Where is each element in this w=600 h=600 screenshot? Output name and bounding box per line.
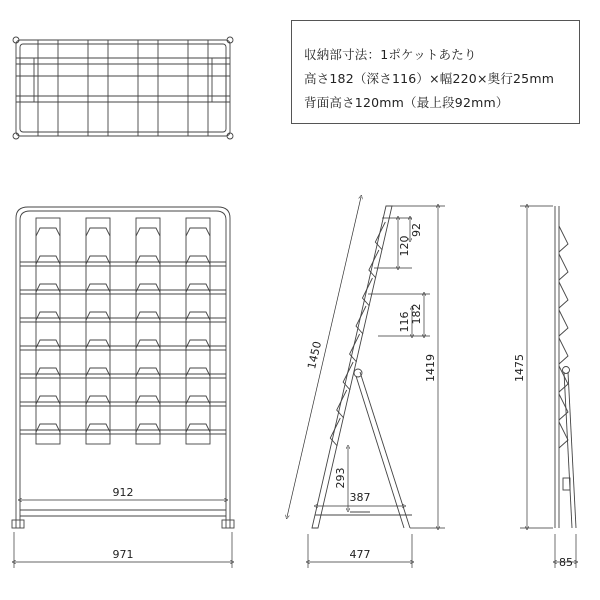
pocket <box>186 396 210 404</box>
pocket <box>136 396 160 404</box>
pocket <box>136 284 160 292</box>
dim-pocket-back-top: 120 <box>398 235 411 257</box>
dim-leg-spread: 387 <box>349 491 371 504</box>
dimension-lines <box>14 197 576 568</box>
dim-leg-height: 293 <box>334 467 347 489</box>
pocket <box>36 368 60 376</box>
folded-pocket <box>559 338 568 364</box>
spec-line-back-height: 背面高さ120mm（最上段92mm） <box>304 95 509 110</box>
folded-pocket <box>559 366 568 392</box>
spec-line-pocket-size: 収納部寸法：1ポケットあたり <box>304 47 477 62</box>
dim-folded-height: 1475 <box>513 354 526 382</box>
pocket-column <box>136 218 160 444</box>
pocket <box>86 228 110 236</box>
pocket <box>36 340 60 348</box>
pocket <box>86 424 110 432</box>
pocket <box>86 340 110 348</box>
pocket <box>36 228 60 236</box>
pocket <box>136 368 160 376</box>
pocket <box>86 312 110 320</box>
folded-pocket <box>559 254 568 280</box>
pocket <box>36 284 60 292</box>
folded-view <box>555 206 576 528</box>
pocket <box>86 256 110 264</box>
dim-folded-depth: 85 <box>559 556 573 569</box>
pocket <box>36 396 60 404</box>
dim-pocket-depth: 116 <box>398 311 411 333</box>
spec-line-dimensions: 高さ182（深さ116）×幅220×奥行25mm <box>304 71 555 86</box>
pocket <box>36 424 60 432</box>
pocket <box>86 284 110 292</box>
dim-front-inner-width: 912 <box>112 486 134 499</box>
dim-front-total-width: 971 <box>112 548 134 561</box>
pocket <box>36 256 60 264</box>
pocket <box>36 312 60 320</box>
pocket <box>86 396 110 404</box>
folded-pocket <box>559 310 568 336</box>
pocket <box>186 340 210 348</box>
pocket-column <box>36 218 60 444</box>
dim-pocket-back-top-first: 92 <box>410 223 423 237</box>
dim-side-height: 1419 <box>424 354 437 382</box>
folded-pocket <box>559 226 568 252</box>
dim-side-total-depth: 477 <box>349 548 371 561</box>
folded-pocket <box>559 282 568 308</box>
pocket <box>186 256 210 264</box>
pocket <box>186 368 210 376</box>
pocket <box>136 340 160 348</box>
pocket <box>186 424 210 432</box>
side-view <box>312 206 412 528</box>
spec-box <box>291 20 580 124</box>
pocket <box>186 284 210 292</box>
pocket <box>186 228 210 236</box>
pocket <box>136 424 160 432</box>
pocket-column <box>86 218 110 444</box>
dim-pocket-height: 182 <box>410 303 423 325</box>
pocket-column <box>186 218 210 444</box>
pocket <box>136 312 160 320</box>
pocket <box>186 312 210 320</box>
front-view <box>12 207 234 528</box>
pocket <box>86 368 110 376</box>
pocket <box>136 228 160 236</box>
dim-side-slant-length: 1450 <box>305 340 325 371</box>
pocket <box>136 256 160 264</box>
top-view <box>13 37 233 139</box>
